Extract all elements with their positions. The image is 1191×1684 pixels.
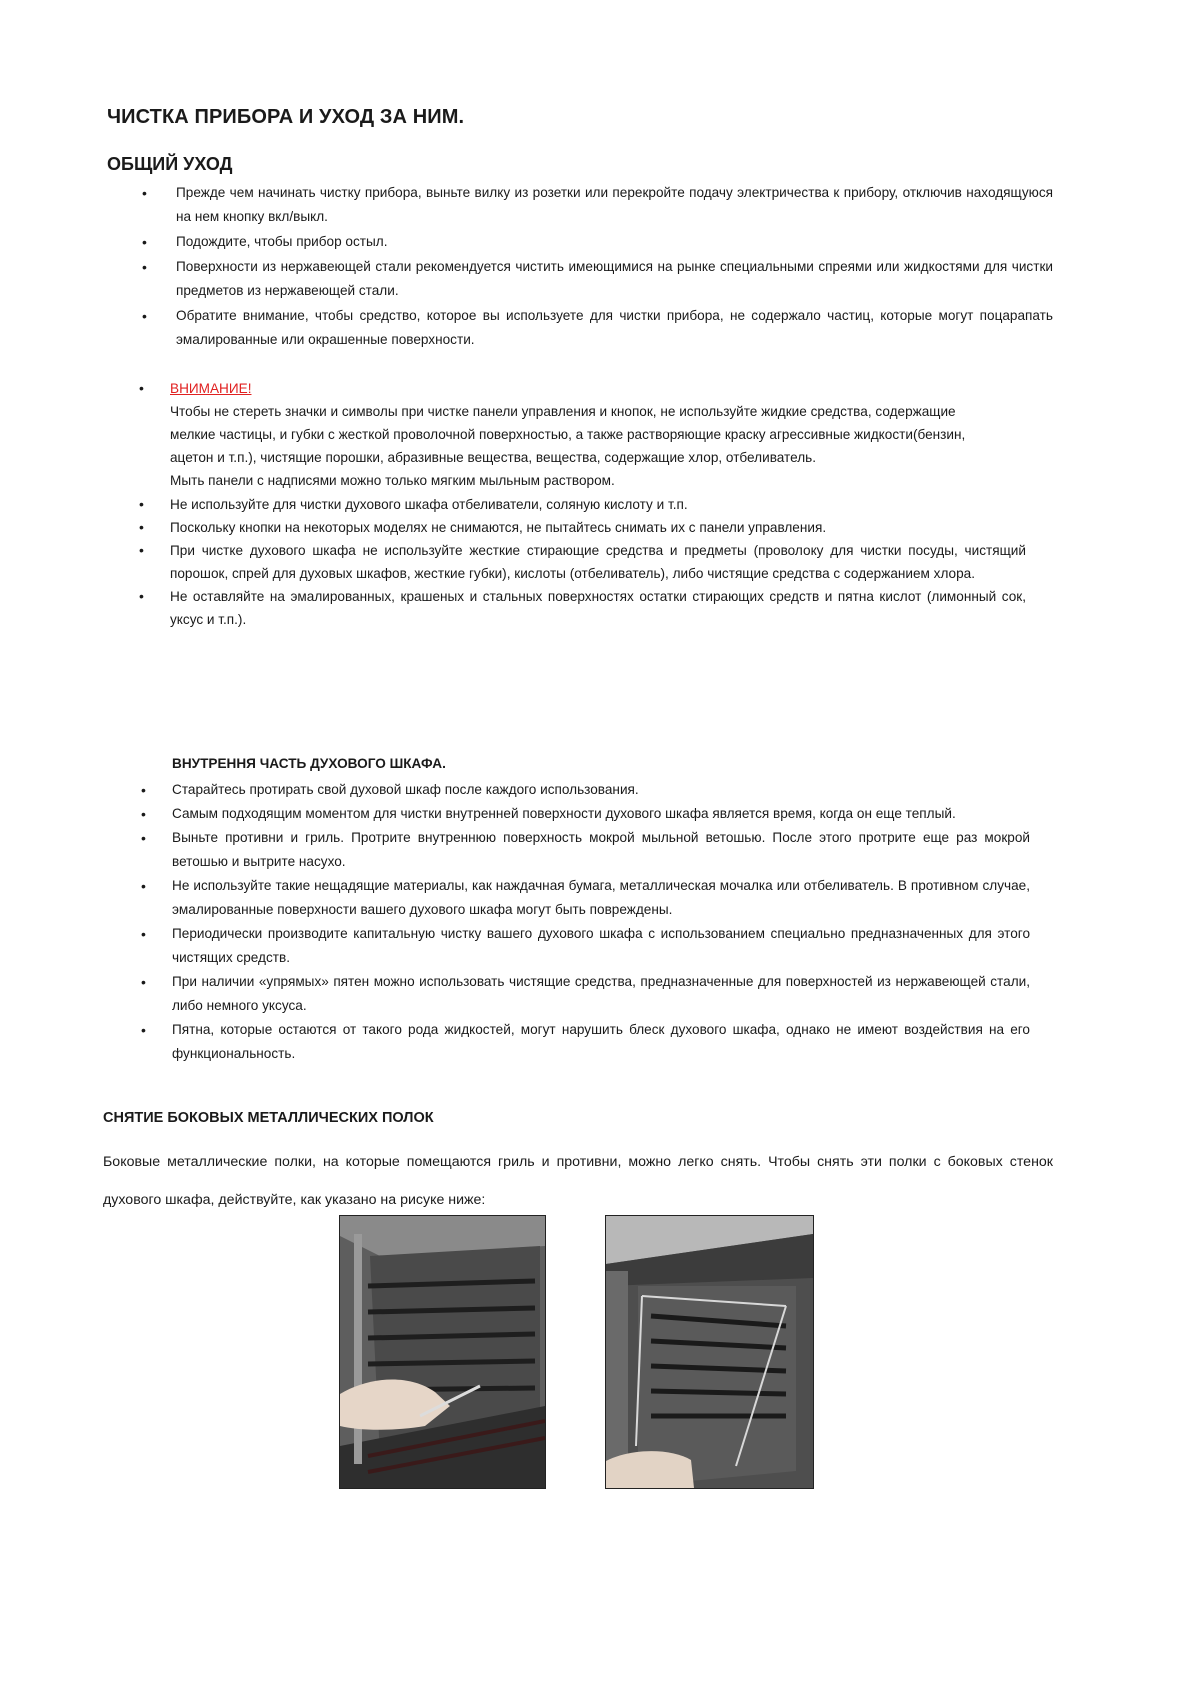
list-item: • Самым подходящим моментом для чистки внутренней поверхности духового шкафа является время, когда он еще теплый. <box>172 802 1030 826</box>
page-title: ЧИСТКА ПРИБОРА И УХОД ЗА НИМ. <box>107 106 465 128</box>
bullet-icon: • <box>141 878 146 894</box>
bullet-icon: • <box>141 974 146 990</box>
warning-text: Чтобы не стереть значки и символы при чистке панели управления и кнопок, не используйте жидкие средства, содержащие мелкие частицы, и губки с жесткой проволочной поверхностью, а также растворяющие краску агрессивные жидкости(бензин, ацетон и т.п.), чистящие порошки, абразивные вещества, вещества, содержащие хлор, отбеливатель. <box>170 404 966 465</box>
shelves-paragraph: Боковые металлические полки, на которые помещаются гриль и противни, можно легко снять. Чтобы снять эти полки с боковых стенок духового шкафа, действуйте, как указано на рисуке ниже: <box>103 1154 1053 1208</box>
list-item: • Обратите внимание, чтобы средство, которое вы используете для чистки прибора, не содержало частиц, которые могут поцарапать эмалированные или окрашенные поверхности. <box>176 304 1053 352</box>
bullet-icon: • <box>141 830 146 846</box>
list-item: • При наличии «упрямых» пятен можно использовать чистящие средства, предназначенные для поверхностей из нержавеющей стали, либо немного уксуса. <box>172 970 1030 1018</box>
bullet-icon: • <box>142 259 147 275</box>
warning-note: Мыть панели с надписями можно только мягким мыльным раствором. <box>170 473 615 488</box>
bullet-icon: • <box>139 588 144 604</box>
list-item: • Выньте противни и гриль. Протрите внутреннюю поверхность мокрой мыльной ветошью. После этого протрите еще раз мокрой ветошью и вытрите насухо. <box>172 826 1030 874</box>
oven-shelf-photo-right <box>605 1215 814 1489</box>
oven-shelf-photo-left <box>339 1215 546 1489</box>
list-item: • Не используйте для чистки духового шкафа отбеливатели, соляную кислоту и т.п. <box>170 493 1026 516</box>
bullet-icon: • <box>141 782 146 798</box>
bullet-icon: • <box>141 806 146 822</box>
oven-interior-image <box>606 1216 813 1488</box>
general-care-heading: ОБЩИЙ УХОД <box>107 154 233 174</box>
bullet-icon: • <box>139 380 144 396</box>
bullet-icon: • <box>139 496 144 512</box>
list-item: • Старайтесь протирать свой духовой шкаф после каждого использования. <box>172 778 1030 802</box>
shelves-heading: СНЯТИЕ БОКОВЫХ МЕТАЛЛИЧЕСКИХ ПОЛОК <box>103 1110 434 1126</box>
bullet-icon: • <box>142 308 147 324</box>
general-care-list <box>142 181 1053 353</box>
list-item: • Поскольку кнопки на некоторых моделях не снимаются, не пытайтесь снимать их с панели управления. <box>170 516 1026 539</box>
list-item: • Периодически производите капитальную чистку вашего духового шкафа с использованием специально предназначенных для этого чистящих средств. <box>172 922 1030 970</box>
bullet-icon: • <box>142 185 147 201</box>
bullet-icon: • <box>142 234 147 250</box>
list-item: • Не используйте такие нещадящие материалы, как наждачная бумага, металлическая мочалка или отбеливатель. В противном случае, эмалированные поверхности вашего духового шкафа могут быть повреждены. <box>172 874 1030 922</box>
bullet-icon: • <box>141 926 146 942</box>
list-item: • При чистке духового шкафа не используйте жесткие стирающие средства и предметы (проволоку для чистки посуды, чистящий порошок, спрей для духовых шкафов, жесткие губки), кислоты (отбеливатель), либо чистящие средства с содержанием хлора. <box>170 539 1026 585</box>
bullet-icon: • <box>139 519 144 535</box>
warning-list <box>139 377 1026 631</box>
bullet-icon: • <box>139 542 144 558</box>
list-item: • Пятна, которые остаются от такого рода жидкостей, могут нарушить блеск духового шкафа, однако не имеют воздействия на его функциональность. <box>172 1018 1030 1066</box>
list-item: • Не оставляйте на эмалированных, крашеных и стальных поверхностях остатки стирающих средств и пятна кислот (лимонный сок, уксус и т.п.). <box>170 585 1026 631</box>
list-item: • Прежде чем начинать чистку прибора, выньте вилку из розетки или перекройте подачу электричества к прибору, отключив находящуюся на нем кнопку вкл/выкл. <box>176 181 1053 229</box>
list-item: • Подождите, чтобы прибор остыл. <box>176 230 1053 254</box>
oven-interior-image <box>340 1216 545 1488</box>
warning-block <box>139 377 1026 492</box>
list-item: • Поверхности из нержавеющей стали рекомендуется чистить имеющимися на рынке специальными спреями или жидкостями для чистки предметов из нержавеющей стали. <box>176 255 1053 303</box>
warning-title: ВНИМАНИЕ! <box>170 381 252 396</box>
bullet-icon: • <box>141 1022 146 1038</box>
inner-part-list <box>141 778 1030 1066</box>
inner-part-heading: ВНУТРЕННЯ ЧАСТЬ ДУХОВОГО ШКАФА. <box>172 756 446 771</box>
